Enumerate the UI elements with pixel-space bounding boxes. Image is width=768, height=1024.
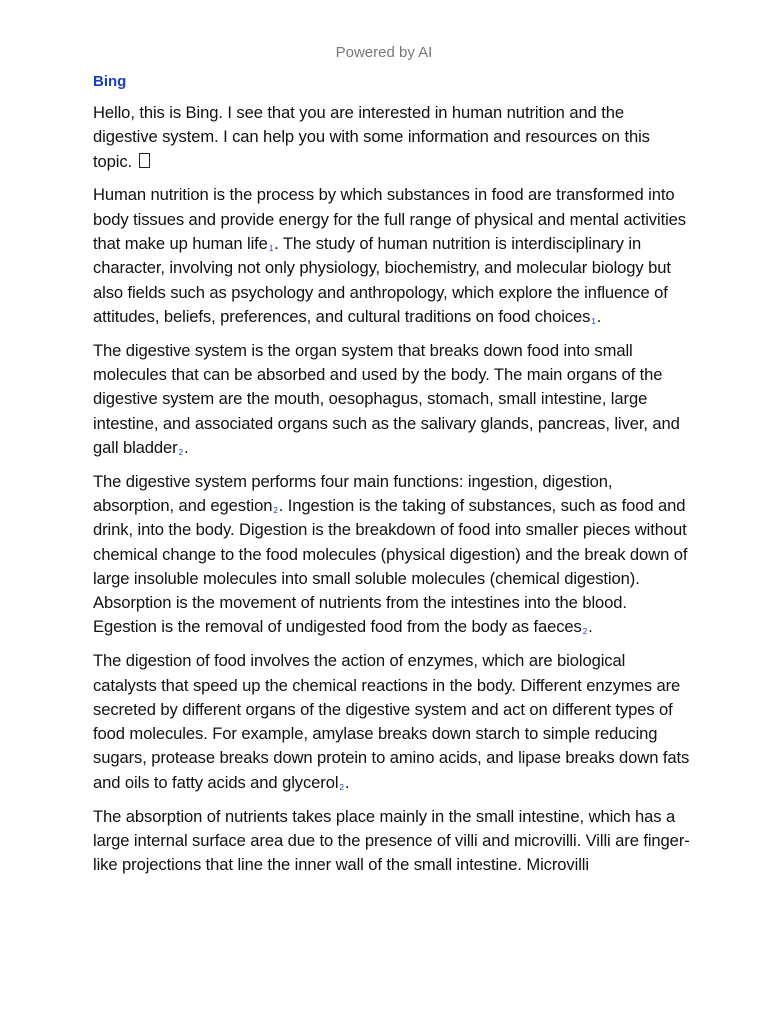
message-paragraph-6	[93, 805, 691, 878]
paragraph-text: The digestive system is the organ system that breaks down food into small molecules that can be absorbed and used by the body. The main organs of the digestive system are the mouth, oesophagus, stomach, small intestine, large intestine, and associated organs such as the salivary glands, pancreas, liver, and gall bladder	[93, 340, 680, 457]
message-paragraph-4	[93, 470, 691, 640]
citation-link[interactable]: 2	[582, 627, 588, 637]
citation-link[interactable]: 2	[178, 447, 183, 457]
message-body	[93, 101, 691, 887]
citation-link[interactable]: 2	[273, 505, 278, 515]
message-paragraph-5	[93, 649, 691, 795]
paragraph-text: . The study of human nutrition is interdisciplinary in character, involving not only physiology, biochemistry, and molecular biology but also fields such as psychology and anthropology, which explore the influence of attitudes, beliefs, preferences, and cultural traditions on food choices	[93, 233, 671, 326]
paragraph-text: Hello, this is Bing. I see that you are interested in human nutrition and the digestive system. I can help you with some information and resources on this topic.	[93, 103, 650, 171]
message-paragraph-1	[93, 101, 691, 174]
emoji-placeholder-icon	[139, 153, 150, 168]
message-paragraph-2	[93, 183, 691, 329]
powered-by-label: Powered by AI	[335, 44, 433, 61]
paragraph-text: .	[588, 617, 593, 637]
paragraph-text: The absorption of nutrients takes place mainly in the small intestine, which has a large internal surface area due to the presence of villi and microvilli. Villi are finger-like projections that line the inner wall of the small intestine. Microvilli	[93, 806, 690, 875]
paragraph-text: .	[183, 437, 189, 457]
message-paragraph-3	[93, 339, 691, 460]
paragraph-text: .	[344, 772, 350, 792]
citation-link[interactable]: 1	[591, 316, 596, 326]
paragraph-text: Human nutrition is the process by which substances in food are transformed into body tissues and provide energy for the full range of physical and mental activities that make up human life	[93, 185, 687, 253]
paragraph-text: The digestion of food involves the action of enzymes, which are biological catalysts that speed up the chemical reactions in the body. Different enzymes are secreted by different organs of the digestive system and act on different types of food molecules. For example, amylase breaks down starch to simple reducing sugars, protease breaks down protein to amino acids, and lipase breaks down fats and oils to fatty acids and glycerol	[93, 651, 690, 792]
citation-link[interactable]: 2	[339, 782, 344, 792]
paragraph-text: .	[596, 306, 602, 326]
paragraph-text: The digestive system performs four main functions: ingestion, digestion, absorption, and egestion	[93, 471, 613, 515]
sender-name: Bing	[93, 73, 127, 90]
paragraph-text: . Ingestion is the taking of substances, such as food and drink, into the body. Digestion is the breakdown of food into smaller pieces without chemical change to the food molecules (physical digestion) and the break down of large insoluble molecules into small soluble molecules (chemical digestion). Absorption is the movement of nutrients from the intestines into the blood. Egestion is the removal of undigested food from the body as faeces	[93, 495, 688, 637]
citation-link[interactable]: 1	[268, 243, 274, 253]
